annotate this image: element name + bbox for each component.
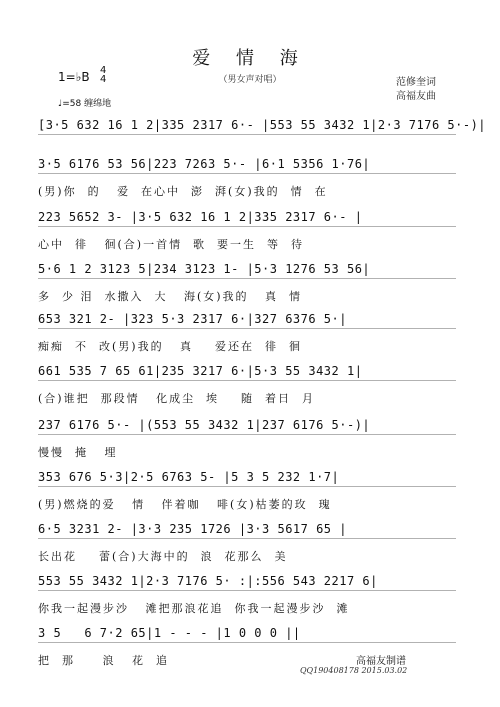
lyrics-row: 多 少 泪 水撒入 大 海(女)我的 真 情 (38, 290, 303, 303)
lyrics-row: 痴痴 不 改(男)我的 真 爱还在 徘 徊 (38, 340, 303, 353)
lyrics-row: 心中 徘 徊(合)一首情 歌 要一生 等 待 (38, 238, 305, 251)
time-signature (100, 66, 106, 84)
footer-note: QQ190408178 2015.03.02 (300, 666, 408, 675)
tempo-marking: ♩=58 缠绵地 (58, 99, 112, 109)
meter-top: 4 (100, 65, 107, 76)
notes-row: 237 6176 5·- |(553 55 3432 1|237 6176 5·-)| (38, 418, 456, 432)
lyrics-row: 你我一起漫步沙 滩把那浪花追 你我一起漫步沙 滩 (38, 602, 350, 615)
composer: 高福友曲 (396, 91, 436, 102)
credits (396, 76, 436, 104)
notes-row: 5·6 1 2 3123 5|234 3123 1- |5·3 1276 53 56| (38, 262, 456, 276)
meter-bottom: 4 (100, 74, 107, 85)
notes-row: 223 5652 3- |3·5 632 16 1 2|335 2317 6·- | (38, 210, 456, 224)
arranger-credit: 高福友制谱 (356, 656, 406, 667)
lyrics-row: (合)谁把 那段情 化成尘 埃 随 着日 月 (38, 392, 316, 405)
song-subtitle: （男女声对唱） (218, 75, 282, 85)
lyrics-row: (男)你 的 爱 在心中 澎 湃(女)我的 情 在 (38, 185, 328, 198)
key-signature: 1=♭B (58, 70, 90, 84)
lyrics-row: 长出花 蕾(合)大海中的 浪 花那么 美 (38, 550, 288, 563)
notes-row: 3 5 6 7·2 65|1 - - - |1 0 0 0 || (38, 626, 456, 640)
lyrics-row: 把 那 浪 花 追 (38, 654, 169, 667)
song-title: 爱 情 海 (192, 48, 308, 69)
notes-row: 6·5 3231 2- |3·3 235 1726 |3·3 5617 65 | (38, 522, 456, 536)
notes-row: 661 535 7 65 61|235 3217 6·|5·3 55 3432 1| (38, 364, 456, 378)
notes-row: 553 55 3432 1|2·3 7176 5· :|:556 543 2217 6| (38, 574, 456, 588)
lyrics-row: (男)燃烧的爱 情 伴着咖 啡(女)枯萎的玫 瑰 (38, 498, 332, 511)
notes-row: 353 676 5·3|2·5 6763 5- |5 3 5 232 1·7| (38, 470, 456, 484)
notes-row: 3·5 6176 53 56|223 7263 5·- |6·1 5356 1·76| (38, 157, 456, 171)
notes-row: 653 321 2- |323 5·3 2317 6·|327 6376 5·| (38, 312, 456, 326)
lyricist: 范修奎词 (396, 77, 436, 88)
notes-row: [3·5 632 16 1 2|335 2317 6·- |553 55 3432 1|2·3 7176 5·-)| (38, 118, 487, 132)
lyrics-row: 慢慢 掩 埋 (38, 446, 118, 459)
